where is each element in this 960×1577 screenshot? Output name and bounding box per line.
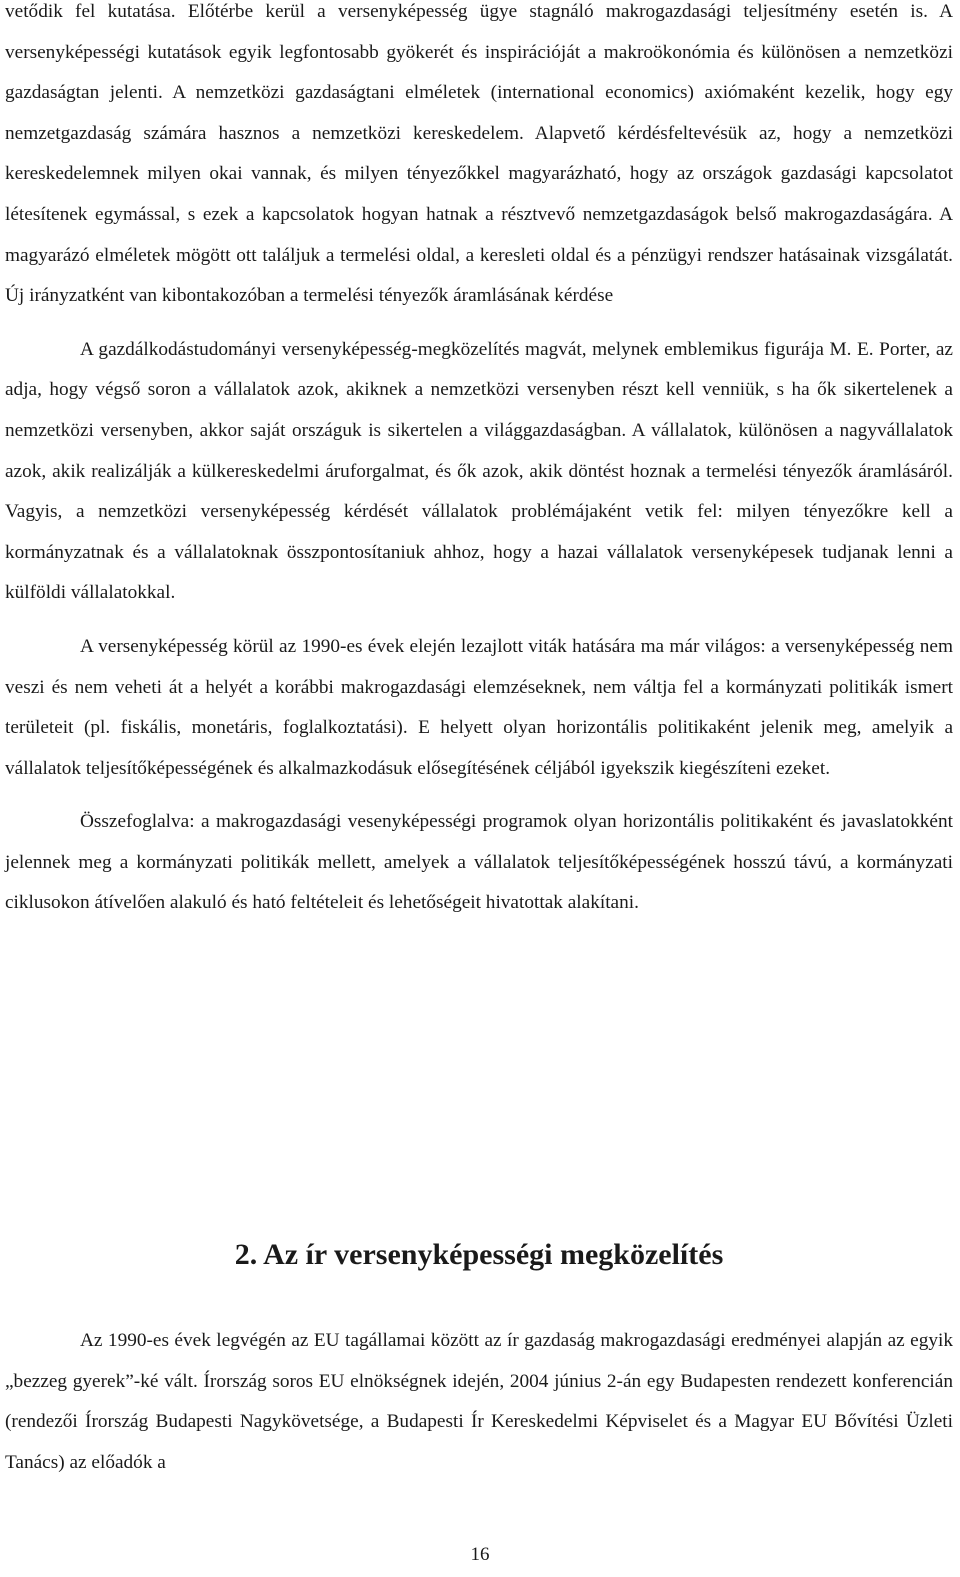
body-paragraph-2: A gazdálkodástudományi versenyképesség-megközelítés magvát, melynek emblemikus figurája M. E. Porter, az adja, hogy végső soron a vállalatok azok, akiknek a nemzetközi versenyben részt kell venniük, s ha ők sikertelenek a nemzetközi versenyben, akkor saját országuk is sikertelen a világgazdaságban. A vállalatok, különösen a nagyvállalatok azok, akik realizálják a külkereskedelmi áruforgalmat, és ők azok, akik döntést hoznak a termelési tényezők áramlásáról. Vagyis, a nemzetközi versenyképesség kérdését vállalatok problémájaként vetik fel: milyen tényezőkre kell a kormányzatnak és a vállalatoknak összpontosítaniuk ahhoz, hogy a hazai vállalatok versenyképesek tudjanak lenni a külföldi vállalatokkal. — [5, 338, 953, 604]
body-paragraph-3: A versenyképesség körül az 1990-es évek elején lezajlott viták hatására ma már világos: a versenyképesség nem veszi és nem veheti át a helyét a korábbi makrogazdasági elemzéseknek, nem váltja fel a kormányzati politikák ismert területeit (pl. fiskális, monetáris, foglalkoztatási). E helyett olyan horizontális politikaként jelenik meg, amelyik a vállalatok teljesítőképességének és alkalmazkodásuk elősegítésének céljából igyekszik kiegészíteni ezeket. — [5, 635, 953, 779]
section-paragraph: Az 1990-es évek legvégén az EU tagállamai között az ír gazdaság makrogazdasági eredményei alapján az egyik „bezzeg gyerek”-ké vált. Írország soros EU elnökségnek idején, 2004 június 2-án egy Budapesten rendezett konferencián (rendezői Írország Budapesti Nagykövetsége, a Budapesti Ír Kereskedelmi Képviselet és a Magyar EU Bővítési Üzleti Tanács) az előadók a — [5, 1330, 953, 1473]
document-page — [5, 0, 953, 1473]
section-heading: 2. Az ír versenyképességi megközelítés — [234, 1238, 724, 1271]
page-number: 16 — [470, 1544, 490, 1565]
body-paragraph-1: vetődik fel kutatása. Előtérbe kerül a versenyképesség ügye stagnáló makrogazdasági teljesítmény esetén is. A versenyképességi kutatások egyik legfontosabb gyökerét és inspirációját a makroökonómia és különösen a nemzetközi gazdaságtan jelenti. A nemzetközi gazdaságtani elméletek (international economics) axiómaként kezelik, hogy egy nemzetgazdaság számára hasznos a nemzetközi kereskedelem. Alapvető kérdésfeltevésük az, hogy a nemzetközi kereskedelemnek milyen okai vannak, és milyen tényezőkkel magyarázható, hogy az országok gazdasági kapcsolatot létesítenek egymással, s ezek a kapcsolatok hogyan hatnak a résztvevő nemzetgazdaságok belső makrogazdaságára. A magyarázó elméletek mögött ott találjuk a termelési oldal, a keresleti oldal és a pénzügyi rendszer hatásainak vizsgálatát. Új irányzatként van kibontakozóban a termelési tényezők áramlásának kérdése — [5, 1, 953, 307]
body-paragraph-4: Összefoglalva: a makrogazdasági vesenyképességi programok olyan horizontális politikaként és javaslatokként jelennek meg a kormányzati politikák mellett, amelyek a vállalatok teljesítőképességének hosszú távú, a kormányzati ciklusokon átívelően alakuló és ható feltételeit és lehetőségeit hivatottak alakítani. — [5, 811, 953, 914]
